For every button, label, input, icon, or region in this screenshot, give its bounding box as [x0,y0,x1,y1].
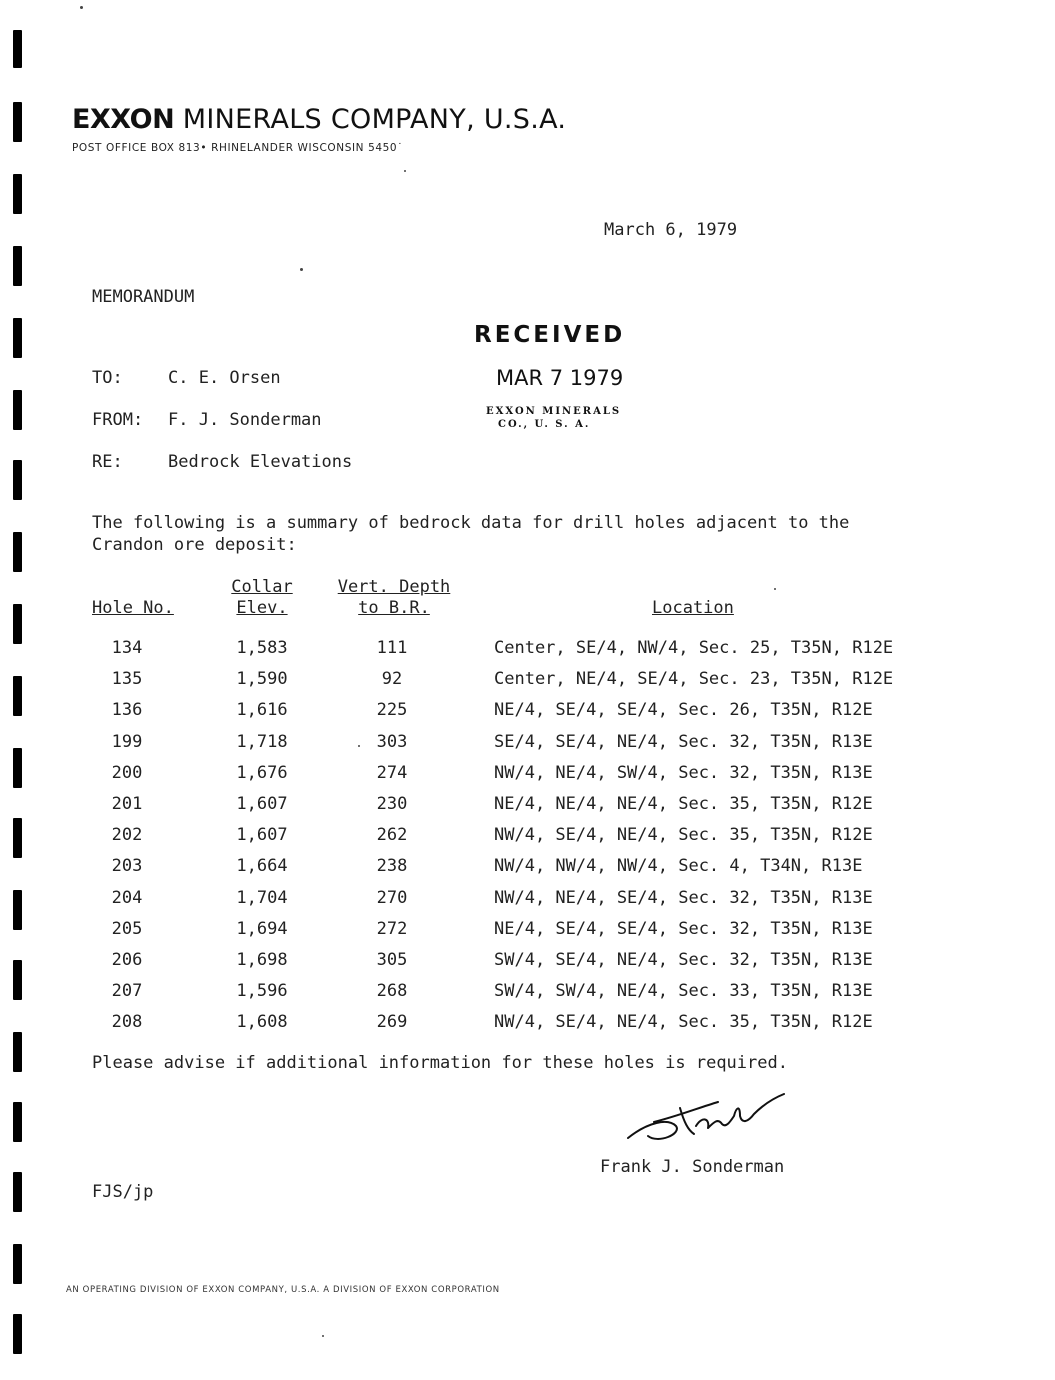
cell-elev: 1,704 [236,887,288,908]
scan-speck [80,6,83,9]
edge-mark [13,960,22,1000]
cell-elev: 1,616 [236,700,288,721]
edge-mark [13,390,22,430]
cell-hole: 202 [111,825,143,846]
edge-mark [13,1032,22,1072]
edge-mark [13,1244,22,1284]
intro-paragraph: The following is a summary of bedrock data for drill holes adjacent to the Crandon ore deposit: [92,513,850,555]
edge-mark [13,174,22,214]
scan-speck [322,1335,324,1337]
cell-elev: 1,590 [236,669,288,690]
col-header-depth-line2: to B.R. [358,598,430,618]
cell-hole: 200 [111,762,143,783]
cell-elev: 1,596 [236,981,288,1002]
cell-depth: 92 [381,669,403,690]
edge-mark [13,1172,22,1212]
edge-mark [13,1102,22,1142]
cell-location: NW/4, SE/4, NE/4, Sec. 35, T35N, R12E [494,1012,873,1033]
cell-location: SW/4, SW/4, NE/4, Sec. 33, T35N, R13E [494,981,873,1002]
col-header-depth-line1: Vert. Depth [337,577,451,597]
cell-depth: 272 [376,918,408,939]
re-label: RE: [92,452,123,472]
cell-location: NE/4, NE/4, NE/4, Sec. 35, T35N, R12E [494,794,873,814]
cell-hole: 199 [111,731,143,752]
cell-elev: 1,608 [236,1012,288,1033]
cell-elev: 1,676 [236,762,288,783]
cell-location: NW/4, NW/4, NW/4, Sec. 4, T34N, R13E [494,856,863,877]
cell-location: NW/4, SE/4, NE/4, Sec. 35, T35N, R12E [494,825,873,846]
to-label: TO: [92,368,123,388]
col-header-collar [222,577,302,619]
cell-hole: 134 [111,638,143,658]
cell-elev: 1,664 [236,856,288,877]
col-header-collar-line1: Collar [231,577,293,597]
cell-hole: 201 [111,794,143,814]
cell-elev: 1,698 [236,950,288,970]
cell-location: SW/4, SE/4, NE/4, Sec. 32, T35N, R13E [494,950,873,970]
edge-mark [13,1314,22,1354]
cell-depth: 274 [376,762,408,783]
cell-elev: 1,718 [236,731,288,752]
cell-depth: 270 [376,887,408,908]
edge-mark [13,890,22,930]
cell-location: Center, SE/4, NW/4, Sec. 25, T35N, R12E [494,638,894,658]
scan-speck [404,170,406,172]
edge-mark [13,532,22,572]
col-header-collar-line2: Elev. [236,598,288,618]
cell-depth: 225 [376,700,408,721]
col-header-location: Location [652,598,734,618]
memo-title: MEMORANDUM [92,287,195,307]
page-footer: AN OPERATING DIVISION OF EXXON COMPANY, U.S.A. A DIVISION OF EXXON CORPORATION [66,1285,500,1295]
edge-mark [13,102,22,142]
from-label: FROM: [92,410,144,430]
edge-mark [13,818,22,858]
scan-speck [300,268,303,271]
edge-mark [13,30,22,68]
cell-hole: 135 [111,669,143,690]
edge-mark [13,246,22,286]
cell-location: NE/4, SE/4, SE/4, Sec. 32, T35N, R13E [494,918,873,939]
cell-depth: 262 [376,825,408,846]
cell-depth: 268 [376,981,408,1002]
received-stamp-date: MAR 7 1979 [496,366,624,390]
cell-elev: 1,607 [236,794,288,814]
from-value: F. J. Sonderman [168,410,322,430]
edge-mark [13,460,22,500]
cell-depth: 238 [376,856,408,877]
cell-hole: 208 [111,1012,143,1033]
to-value: C. E. Orsen [168,368,281,388]
cell-location: NE/4, SE/4, SE/4, Sec. 26, T35N, R12E [494,700,873,721]
signature-name: Frank J. Sonderman [600,1157,785,1177]
cell-depth: 303 [376,731,408,752]
re-value: Bedrock Elevations [168,452,353,472]
company-logo-wordmark: EXXON [72,104,175,135]
letterhead-address: POST OFFICE BOX 813• RHINELANDER WISCONSIN 5450˙ [72,142,404,154]
cell-hole: 204 [111,887,143,908]
cell-hole: 136 [111,700,143,721]
received-stamp-org: EXXON MINERALS [486,406,622,417]
cell-elev: 1,583 [236,638,288,658]
edge-mark [13,748,22,788]
edge-mark [13,318,22,358]
edge-mark [13,676,22,716]
typist-initials: FJS/jp [92,1182,154,1202]
cell-location: NW/4, NE/4, SW/4, Sec. 32, T35N, R13E [494,762,873,783]
col-header-hole: Hole No. [92,598,174,618]
handwritten-signature [618,1078,788,1152]
cell-elev: 1,694 [236,918,288,939]
cell-depth: 230 [376,794,408,814]
scan-speck [774,588,776,590]
cell-hole: 207 [111,981,143,1002]
cell-location: Center, NE/4, SE/4, Sec. 23, T35N, R12E [494,669,894,690]
received-stamp-title: RECEIVED [474,322,626,348]
company-name: MINERALS COMPANY, U.S.A. [182,104,567,135]
letterhead-company [72,104,566,135]
cell-location: SE/4, SE/4, NE/4, Sec. 32, T35N, R13E [494,731,873,752]
received-stamp-org-line2: CO., U. S. A. [498,419,591,430]
cell-hole: 206 [111,950,143,970]
cell-elev: 1,607 [236,825,288,846]
cell-hole: 205 [111,918,143,939]
cell-hole: 203 [111,856,143,877]
col-header-depth [328,577,460,619]
closing-line: Please advise if additional information for these holes is required. [92,1053,788,1073]
edge-mark [13,604,22,644]
memo-date: March 6, 1979 [604,220,738,240]
cell-depth: 269 [376,1012,408,1033]
cell-depth: 305 [376,950,408,970]
cell-location: NW/4, NE/4, SE/4, Sec. 32, T35N, R13E [494,887,873,908]
cell-depth: 111 [376,638,408,658]
